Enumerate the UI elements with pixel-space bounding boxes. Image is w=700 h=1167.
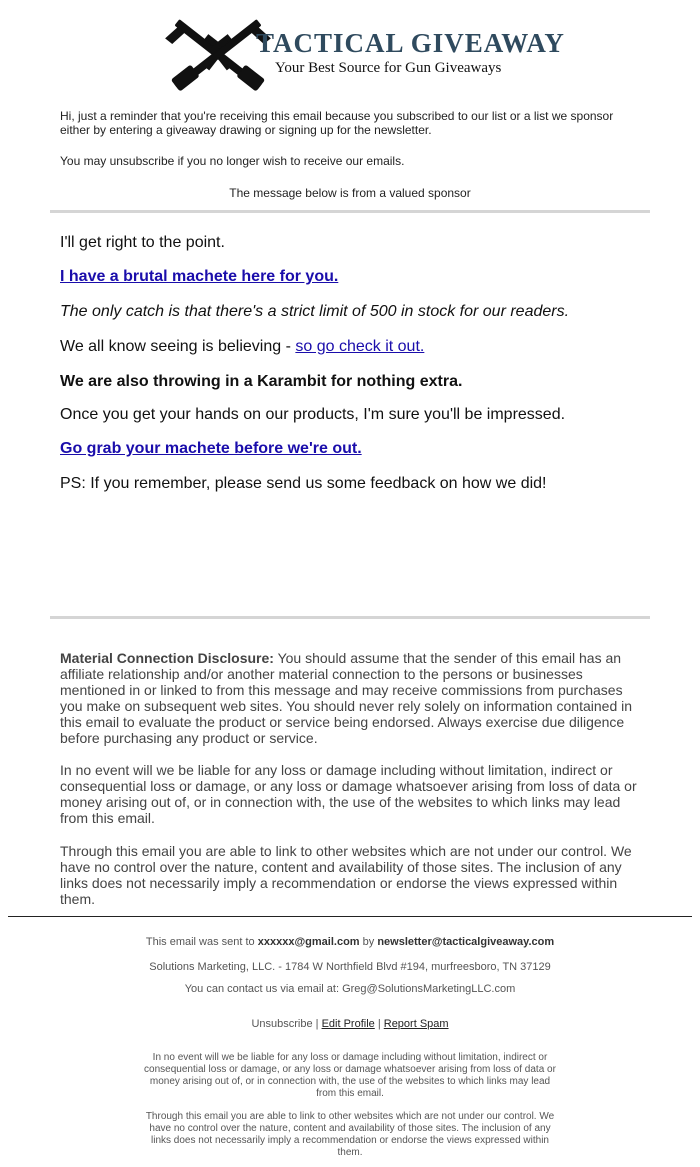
logo-header xyxy=(50,0,650,100)
message-line-1: I'll get right to the point. xyxy=(60,234,225,251)
footer-legal-2: Through this email you are able to link to other websites which are not under our control. We have no control over the nature, content and availability of those sites. The inclusion of any links does not necessarily imply a recommendation or endorse the views expressed within them. xyxy=(145,1111,555,1158)
sep-1: | xyxy=(312,1018,322,1030)
message-line-3 xyxy=(60,337,640,357)
check-it-out-link[interactable]: so go check it out. xyxy=(295,338,425,355)
message-line-2: The only catch is that there's a strict limit of 500 in stock for our readers. xyxy=(60,303,570,320)
subscription-reminder: Hi, just a reminder that you're receiving this email because you subscribed to our list or a list we sponsor either by entering a giveaway drawing or signing up for the newsletter. xyxy=(60,109,614,137)
brand-tagline: Your Best Source for Gun Giveaways xyxy=(275,60,502,76)
footer-links xyxy=(0,1018,700,1030)
sender-email: newsletter@tacticalgiveaway.com xyxy=(377,936,555,948)
footer-divider xyxy=(8,916,692,917)
message-line-6: PS: If you remember, please send us some feedback on how we did! xyxy=(60,475,547,492)
footer-sent-to xyxy=(0,936,700,948)
disclosure-para-2: In no event will we be liable for any loss or damage including without limitation, indirect or consequential loss or damage, or any loss or damage whatsoever arising from loss of data or money arising out of, or in connection with, the use of the websites to which links may lead from this email. xyxy=(60,762,637,826)
message-line-4: We are also throwing in a Karambit for nothing extra. xyxy=(60,373,463,390)
unsubscribe-note: You may unsubscribe if you no longer wish to receive our emails. xyxy=(60,154,405,168)
brand-title: TACTICAL GIVEAWAY xyxy=(256,28,565,58)
email-container xyxy=(50,0,650,907)
recipient-email: xxxxxx@gmail.com xyxy=(257,936,360,948)
disclosure-para-1 xyxy=(60,650,640,746)
sponsor-note: The message below is from a valued sponsor xyxy=(229,186,471,200)
divider-top xyxy=(50,210,650,213)
edit-profile-link[interactable]: Edit Profile xyxy=(321,1018,375,1030)
message-line-3-text: We all know seeing is believing - xyxy=(60,338,296,355)
message-line-5: Once you get your hands on our products, I'm sure you'll be impressed. xyxy=(60,406,566,423)
report-spam-link[interactable]: Report Spam xyxy=(383,1018,449,1030)
grab-machete-link[interactable]: Go grab your machete before we're out. xyxy=(60,440,362,457)
footer-contact: You can contact us via email at: Greg@SolutionsMarketingLLC.com xyxy=(184,983,516,995)
divider-bottom xyxy=(50,616,650,619)
disclosure-text-1: You should assume that the sender of this email has an affiliate relationship and/or another material connection to the persons or businesses mentioned in or linked to from this message and may receive commissions from purchases you make on subsequent web sites. You should never rely solely on information contained in this email to evaluate the product or service being endorsed. Always exercise due diligence before purchasing any product or service. xyxy=(60,650,633,746)
grab-machete-link-row xyxy=(60,439,640,459)
machete-link-row xyxy=(60,267,640,287)
footer-legal-1: In no event will we be liable for any loss or damage including without limitation, indirect or consequential loss or damage, or any loss or damage whatsoever arising from loss of data or money arising out of, or in connection with, the use of the websites to which links may lead from this email. xyxy=(144,1052,556,1099)
disclosure-heading: Material Connection Disclosure: xyxy=(60,650,274,666)
sep-2: | xyxy=(374,1018,384,1030)
unsubscribe-link[interactable]: Unsubscribe xyxy=(251,1018,313,1030)
disclosure-para-3: Through this email you are able to link to other websites which are not under our control. We have no control over the nature, content and availability of those sites. The inclusion of any links does not necessarily imply a recommendation or endorse the views expressed within them. xyxy=(60,843,632,907)
footer-address: Solutions Marketing, LLC. - 1784 W Northfield Blvd #194, murfreesboro, TN 37129 xyxy=(149,961,551,973)
sent-prefix: This email was sent to xyxy=(145,936,258,948)
machete-link[interactable]: I have a brutal machete here for you. xyxy=(60,268,339,285)
sent-by-label: by xyxy=(359,936,378,948)
